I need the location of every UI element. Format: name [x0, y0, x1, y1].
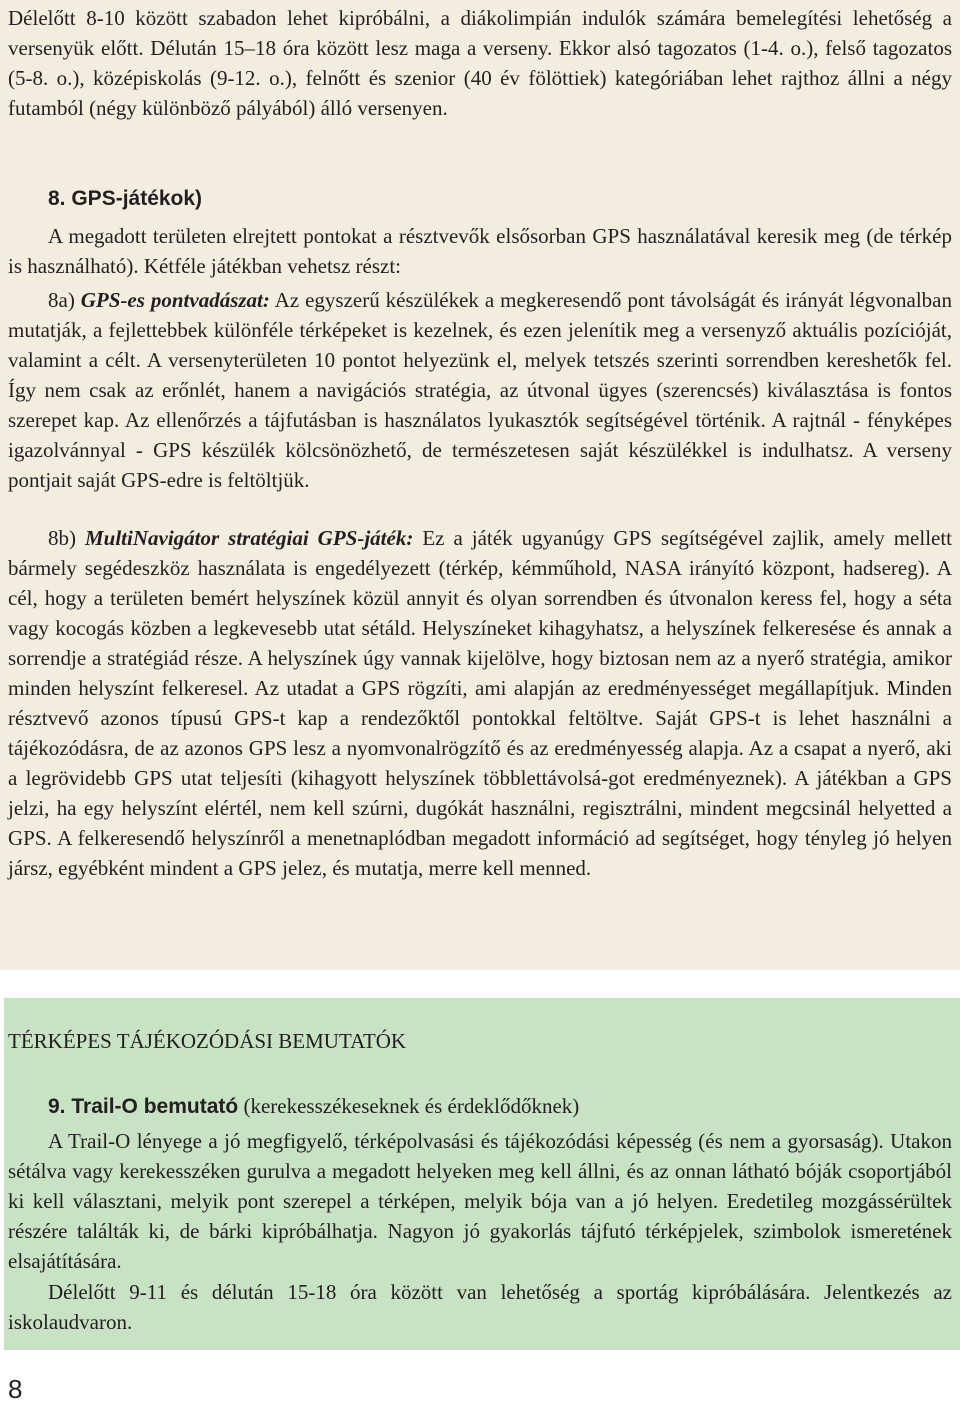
- section-8a-paragraph: [8, 285, 952, 495]
- section-8a-text: Az egyszerű készülékek a megkeresendő pont távolságát és irányát légvonalban mutatják, a fejlettebbek különféle térképeket is kezelnek, és ezen jelenítik meg a versenyző aktuális pozícióját, valamint a célt. A versenyterületen 10 pontot helyezünk el, melyek tetszés szerinti sorrendben kereshetők fel. Így nem csak az erőnlét, hanem a navigációs stratégia, az útvonal ügyes (szerencsés) kiválasztása is fontos szerepet kap. Az ellenőrzés a tájfutásban is használatos lyukasztók segítségével történik. A rajtnál - fényképes igazolvánnyal - GPS készülék kölcsönözhető, de természetesen saját készülékkel is indulhatsz. A verseny pontjait saját GPS-edre is feltöltjük.: [8, 288, 952, 492]
- section-8b-text: Ez a játék ugyanúgy GPS segítségével zajlik, amely mellett bármely segédeszköz használata is engedélyezett (térkép, kémműhold, NASA irányító központ, hadsereg). A cél, hogy a területen bemért helyszínek közül annyit és olyan sorrendben és útvonalon keress fel, hogy a séta vagy kocogás közben a legkevesebb utat sétáld. Helyszíneket kihagyhatsz, a helyszínek felkeresése és annak a sorrendje a stratégiád része. A helyszínek úgy vannak kijelölve, hogy biztosan nem az a nyerő stratégia, amikor minden helyszínt felkeresel. Az utadat a GPS rögzíti, ami alapján az eredményességet megállapítjuk. Minden résztvevő azonos típusú GPS-t kap a rendezőktől pontokkal feltöltve. Saját GPS-t is lehet használni a tájékozódásra, de az azonos GPS lesz a nyomvonalrögzítő és az eredményesség alapja. Az a csapat a nyerő, aki a legrövidebb GPS utat teljesíti (kihagyott helyszínek többlettávolsá-got eredményeznek). A játékban a GPS jelzi, ha egy helyszínt elértél, nem kell szúrni, dugókát használni, regisztrálni, mindent megcsinál helyetted a GPS. A felkeresendő helyszínről a menetnaplódban megadott információ ad segítséget, hogy tényleg jó helyen jársz, egyébként mindent a GPS jelez, és mutatja, merre kell menned.: [8, 526, 953, 880]
- section-9-paragraph-1: A Trail-O lényege a jó megfigyelő, térképolvasási és tájékozódási képesség (és nem a gyorsaság). Utakon sétálva vagy kerekesszéken gurulva a megadott helyeken meg kell állni, és az onnan látható bóják csoportjából ki kell választani, melyik pont szerepel a térképen, melyik bója van a jó helyen. Eredetileg mozgássérültek részére találták ki, de bárki kipróbálhatja. Nagyon jó gyakorlás tájfutó térképjelek, szimbolok ismeretének elsajátítására.: [8, 1129, 952, 1273]
- section-8a-title: GPS-es pontvadászat:: [80, 288, 270, 312]
- section-9-heading: [8, 1091, 952, 1122]
- section-8b-paragraph: [8, 523, 952, 883]
- section-8a-label: 8a): [48, 288, 75, 312]
- intro-paragraph: Délelőtt 8-10 között szabadon lehet kipróbálni, a diákolimpián indulók számára bemelegítési lehetőség a versenyük előtt. Délután 15–18 óra között lesz maga a verseny. Ekkor alsó tagozatos (1-4. o.), felső tagozatos (5-8. o.), középiskolás (9-12. o.), felnőtt és szenior (40 év fölöttiek) kategóriában lehet rajthoz állni a négy futamból (négy különböző pályából) álló versenyen.: [8, 6, 952, 120]
- section-9-heading-bold: 9. Trail-O bemutató: [48, 1095, 239, 1118]
- section-8-heading-text: 8. GPS-játékok): [48, 187, 203, 210]
- section-8b-label: 8b): [48, 526, 76, 550]
- page-number: 8: [8, 1374, 23, 1404]
- demo-section-title: TÉRKÉPES TÁJÉKOZÓDÁSI BEMUTATÓK: [8, 1029, 407, 1053]
- section-9-paragraph-2: Délelőtt 9-11 és délután 15-18 óra között van lehetőség a sportág kipróbálására. Jelentkezés az iskolaudvaron.: [8, 1280, 952, 1334]
- section-8-heading: [8, 184, 952, 214]
- section-8b-title: MultiNavigátor stratégiai GPS-játék:: [85, 526, 414, 550]
- section-8-intro: A megadott területen elrejtett pontokat a résztvevők elsősorban GPS használatával keresik meg (de térkép is használható). Kétféle játékban vehetsz részt:: [8, 224, 952, 278]
- section-9-heading-rest: (kerekesszékeseknek és érdeklődőknek): [243, 1094, 580, 1118]
